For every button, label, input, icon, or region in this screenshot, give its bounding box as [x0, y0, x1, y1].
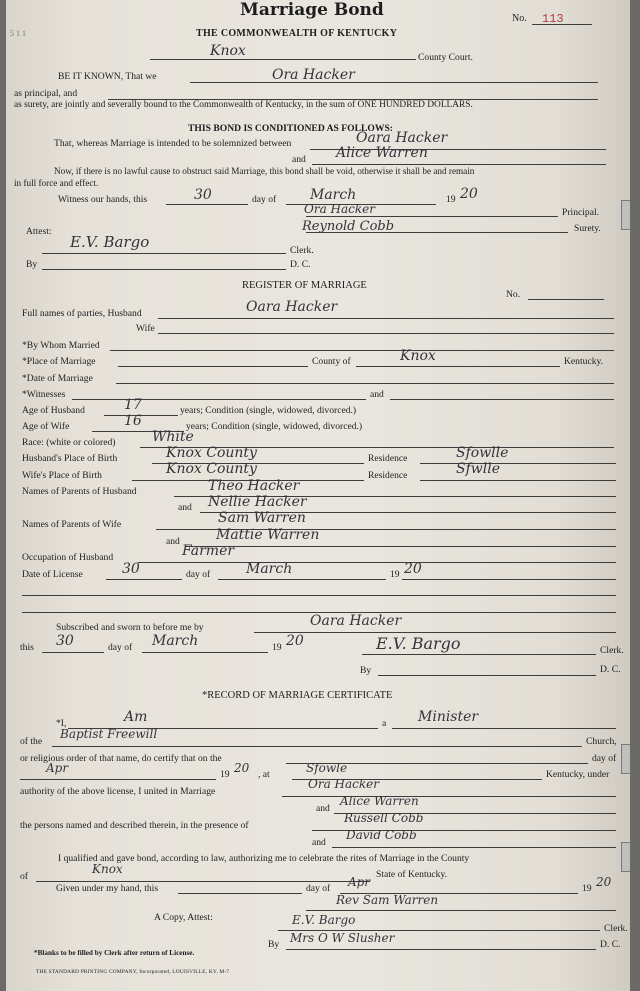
copy-dc-signature: Mrs O W Slusher	[290, 931, 395, 945]
given-day-of-label: day of	[306, 883, 331, 894]
certificate-county-line	[36, 881, 370, 882]
party2-name: Alice Warren	[336, 145, 428, 161]
age-husband-condition: years; Condition (single, widowed, divorced.)	[180, 405, 357, 416]
license-year-line	[402, 579, 616, 580]
now-if-text-2: in full force and effect.	[14, 178, 99, 188]
binder-clip-3	[621, 842, 630, 872]
witness-day-value: 30	[194, 187, 212, 203]
church-value: Baptist Freewill	[60, 727, 158, 741]
qualified-text: I qualified and gave bond, according to law, authorizing me to celebrate the rites of Marriage in the County	[58, 853, 470, 864]
place-of-marriage-line	[118, 366, 308, 367]
sworn-dc-line	[378, 675, 596, 676]
of-the-label: of the	[20, 736, 43, 747]
bride-name: Alice Warren	[340, 794, 419, 808]
date-of-marriage-label: *Date of Marriage	[22, 373, 93, 384]
husband-birth-value: Knox County	[166, 445, 257, 461]
witness-year-prefix: 19	[446, 194, 456, 205]
wife-mother-name: Mattie Warren	[216, 527, 320, 543]
certificate-a-line	[392, 728, 616, 729]
binder-clip-2	[621, 744, 630, 774]
copy-attest-label: A Copy, Attest:	[154, 912, 213, 923]
sworn-name-line	[254, 632, 616, 633]
sworn-this-label: this	[20, 642, 34, 653]
kentucky-under-label: Kentucky, under	[546, 769, 610, 780]
license-day-line	[106, 579, 182, 580]
religious-order-text: or religious order of that name, do certify that on the	[20, 753, 222, 764]
license-month-value: March	[246, 561, 293, 577]
parents-wife-label: Names of Parents of Wife	[22, 519, 122, 530]
certificate-year-prefix: 19	[220, 769, 230, 780]
attest-label: Attest:	[26, 226, 52, 237]
sworn-month-value: March	[152, 633, 199, 649]
husband-residence-line	[420, 463, 616, 464]
bond-number-value: 113	[542, 12, 564, 26]
register-no-line	[528, 299, 604, 300]
sworn-year-value: 20	[286, 633, 304, 649]
marriage-bond-document	[6, 0, 630, 991]
license-year-prefix: 19	[390, 569, 400, 580]
minister-signature-line	[306, 910, 616, 911]
church-label: Church,	[586, 736, 617, 747]
witness1-name: Russell Cobb	[344, 811, 424, 825]
witness-hands-text: Witness our hands, this	[58, 194, 148, 205]
attest-clerk-signature: E.V. Bargo	[70, 233, 150, 251]
wife-father-name: Sam Warren	[218, 510, 306, 526]
race-value: White	[152, 429, 194, 445]
certificate-of-label: of	[20, 871, 28, 882]
sworn-dc-label: D. C.	[600, 664, 621, 675]
wife-name-line	[158, 333, 614, 334]
authority-text: authority of the above license, I united in Marriage	[20, 786, 216, 797]
husband-mother-name: Nellie Hacker	[208, 494, 307, 510]
race-label: Race: (white or colored)	[22, 437, 116, 448]
given-year-value: 20	[596, 875, 612, 889]
sworn-clerk-line	[362, 654, 596, 655]
copy-clerk-label: Clerk.	[604, 923, 628, 934]
occupation-label: Occupation of Husband	[22, 552, 114, 563]
license-day-value: 30	[122, 561, 140, 577]
certificate-month-line	[20, 779, 216, 780]
as-principal-text: as principal, and	[14, 88, 78, 99]
county-of-label: County of	[312, 356, 351, 367]
party-and-label: and	[292, 154, 306, 165]
by-whom-label: *By Whom Married	[22, 340, 100, 351]
certificate-place-value: Sfowle	[306, 761, 348, 775]
copy-dc-line	[286, 949, 596, 950]
attest-dc-line	[42, 269, 286, 270]
license-date-label: Date of License	[22, 569, 83, 580]
wife-residence-value: Sfwlle	[456, 461, 500, 477]
husband-residence-label: Residence	[368, 453, 408, 464]
certificate-a-label: a	[382, 718, 387, 729]
certificate-a-value: Minister	[418, 709, 479, 725]
sworn-by-label: By	[360, 665, 372, 676]
state-of-kentucky-label: State of Kentucky.	[376, 869, 448, 880]
party1-name: Oara Hacker	[356, 130, 448, 146]
wife-residence-label: Residence	[368, 470, 408, 481]
witness-day-line	[166, 204, 248, 205]
certificate-year-value: 20	[234, 761, 250, 775]
parents-husband-label: Names of Parents of Husband	[22, 486, 137, 497]
now-if-text-1: Now, if there is no lawful cause to obstruct said Marriage, this bond shall be void, otherwise it shall be and remain	[54, 166, 475, 176]
license-month-line	[218, 579, 386, 580]
by-whom-line	[110, 350, 614, 351]
certificate-i-label: *I,	[56, 718, 67, 729]
church-line	[52, 746, 582, 747]
copy-by-label: By	[268, 939, 280, 950]
witness-day-of-label: day of	[252, 194, 277, 205]
given-year-prefix: 19	[582, 883, 592, 894]
wife-mother-line	[186, 546, 616, 547]
surety-signature: Reynold Cobb	[302, 219, 395, 234]
register-blank-line-1	[22, 595, 616, 596]
husband-name-line	[158, 318, 614, 319]
bond-number-label: No.	[512, 13, 527, 24]
groom-name: Ora Hacker	[308, 777, 379, 791]
sworn-day-line	[42, 652, 104, 653]
register-heading: REGISTER OF MARRIAGE	[242, 280, 367, 291]
given-month-value: Apr	[348, 875, 371, 889]
party2-line	[312, 164, 606, 165]
witness2-and-label: and	[312, 837, 326, 848]
certificate-at-label: , at	[258, 769, 270, 780]
county-court-label: County Court.	[418, 52, 473, 63]
attest-dc-label: D. C.	[290, 259, 311, 270]
witness-month-value: March	[310, 187, 357, 203]
kentucky-label: Kentucky.	[564, 356, 604, 367]
sworn-month-line	[142, 652, 268, 653]
printer-line: THE STANDARD PRINTING COMPANY, Incorporated, LOUISVILLE, KY. M-7	[36, 969, 230, 975]
date-of-marriage-line	[116, 383, 614, 384]
minister-signature: Rev Sam Warren	[336, 893, 439, 907]
witnesses-line-1	[72, 399, 366, 400]
occupation-value: Farmer	[182, 543, 235, 559]
attest-clerk-label: Clerk.	[290, 245, 314, 256]
commonwealth-heading: THE COMMONWEALTH OF KENTUCKY	[196, 28, 398, 39]
witness-year-value: 20	[460, 186, 478, 202]
occupation-line	[138, 562, 616, 563]
license-year-value: 20	[404, 561, 422, 577]
given-under-text: Given under my hand, this	[56, 883, 159, 894]
footer-note: *Blanks to be filled by Clerk after return of License.	[34, 949, 195, 957]
presence-text: the persons named and described therein, in the presence of	[20, 820, 249, 831]
copy-dc-label: D. C.	[600, 939, 621, 950]
bond-county-value: Knox	[210, 43, 246, 59]
sworn-clerk-label: Clerk.	[600, 645, 624, 656]
certificate-i-value: Am	[124, 709, 148, 725]
age-husband-value: 17	[124, 397, 142, 413]
document-title: Marriage Bond	[240, 0, 384, 20]
husband-father-name: Theo Hacker	[208, 478, 300, 494]
witnesses-and-label: and	[370, 389, 384, 400]
place-of-marriage-label: *Place of Marriage	[22, 356, 96, 367]
principal-label: Principal.	[562, 207, 600, 218]
age-wife-label: Age of Wife	[22, 421, 70, 432]
copy-clerk-signature: E.V. Bargo	[292, 913, 356, 927]
certificate-county-value: Knox	[92, 862, 123, 876]
certificate-heading: *RECORD OF MARRIAGE CERTIFICATE	[202, 690, 393, 701]
husband-name-label: Full names of parties, Husband	[22, 308, 142, 319]
sworn-name: Oara Hacker	[310, 613, 402, 629]
bond-county-line	[150, 59, 416, 60]
attest-by-label: By	[26, 259, 38, 270]
witness2-name: David Cobb	[346, 828, 417, 842]
attest-clerk-line	[42, 253, 286, 254]
witnesses-line-2	[390, 399, 614, 400]
surety-signature-line	[306, 232, 568, 233]
husband-residence-value: Sfowlle	[456, 445, 509, 461]
age-wife-value: 16	[124, 413, 142, 429]
wife-residence-line	[420, 480, 616, 481]
wife-name-label: Wife	[136, 323, 155, 334]
surety-label: Surety.	[574, 223, 601, 234]
register-no-label: No.	[506, 289, 521, 300]
principal-signature: Ora Hacker	[304, 202, 375, 216]
certificate-month-value: Apr	[46, 761, 69, 775]
age-wife-condition: years; Condition (single, widowed, divorced.)	[186, 421, 363, 432]
surety-text: as surety, are jointly and severally bound to the Commonwealth of Kentucky, in the sum of ONE HUNDRED DOLLARS.	[14, 100, 473, 110]
witnesses-label: *Witnesses	[22, 389, 66, 400]
given-day-line	[178, 893, 302, 894]
wife-parents-and: and	[166, 536, 180, 547]
age-husband-label: Age of Husband	[22, 405, 85, 416]
county-of-value: Knox	[400, 348, 436, 364]
principal-line	[190, 82, 598, 83]
certificate-day-of-label: day of	[592, 753, 617, 764]
wife-birth-label: Wife's Place of Birth	[22, 470, 102, 481]
sworn-text: Subscribed and sworn to before me by	[56, 622, 204, 633]
whereas-text: That, whereas Marriage is intended to be solemnized between	[54, 138, 292, 149]
sworn-day-value: 30	[56, 633, 74, 649]
principal-signature-line	[306, 216, 558, 217]
husband-parents-and: and	[178, 502, 192, 513]
be-it-known-text: BE IT KNOWN, That we	[58, 71, 157, 82]
husband-birth-label: Husband's Place of Birth	[22, 453, 118, 464]
groom-line	[282, 796, 616, 797]
county-of-line	[356, 366, 560, 367]
sworn-year-prefix: 19	[272, 642, 282, 653]
husband-name: Oara Hacker	[246, 299, 338, 315]
margin-mark: 5 1 1	[10, 29, 26, 38]
sworn-clerk-signature: E.V. Bargo	[376, 634, 461, 653]
principal-name: Ora Hacker	[272, 67, 355, 83]
bride-and-label: and	[316, 803, 330, 814]
witness2-line	[332, 847, 616, 848]
wife-birth-value: Knox County	[166, 461, 257, 477]
license-day-of-label: day of	[186, 569, 211, 580]
sworn-day-of-label: day of	[108, 642, 133, 653]
conditioned-heading: THIS BOND IS CONDITIONED AS FOLLOWS:	[188, 123, 393, 134]
binder-clip-1	[621, 200, 630, 230]
